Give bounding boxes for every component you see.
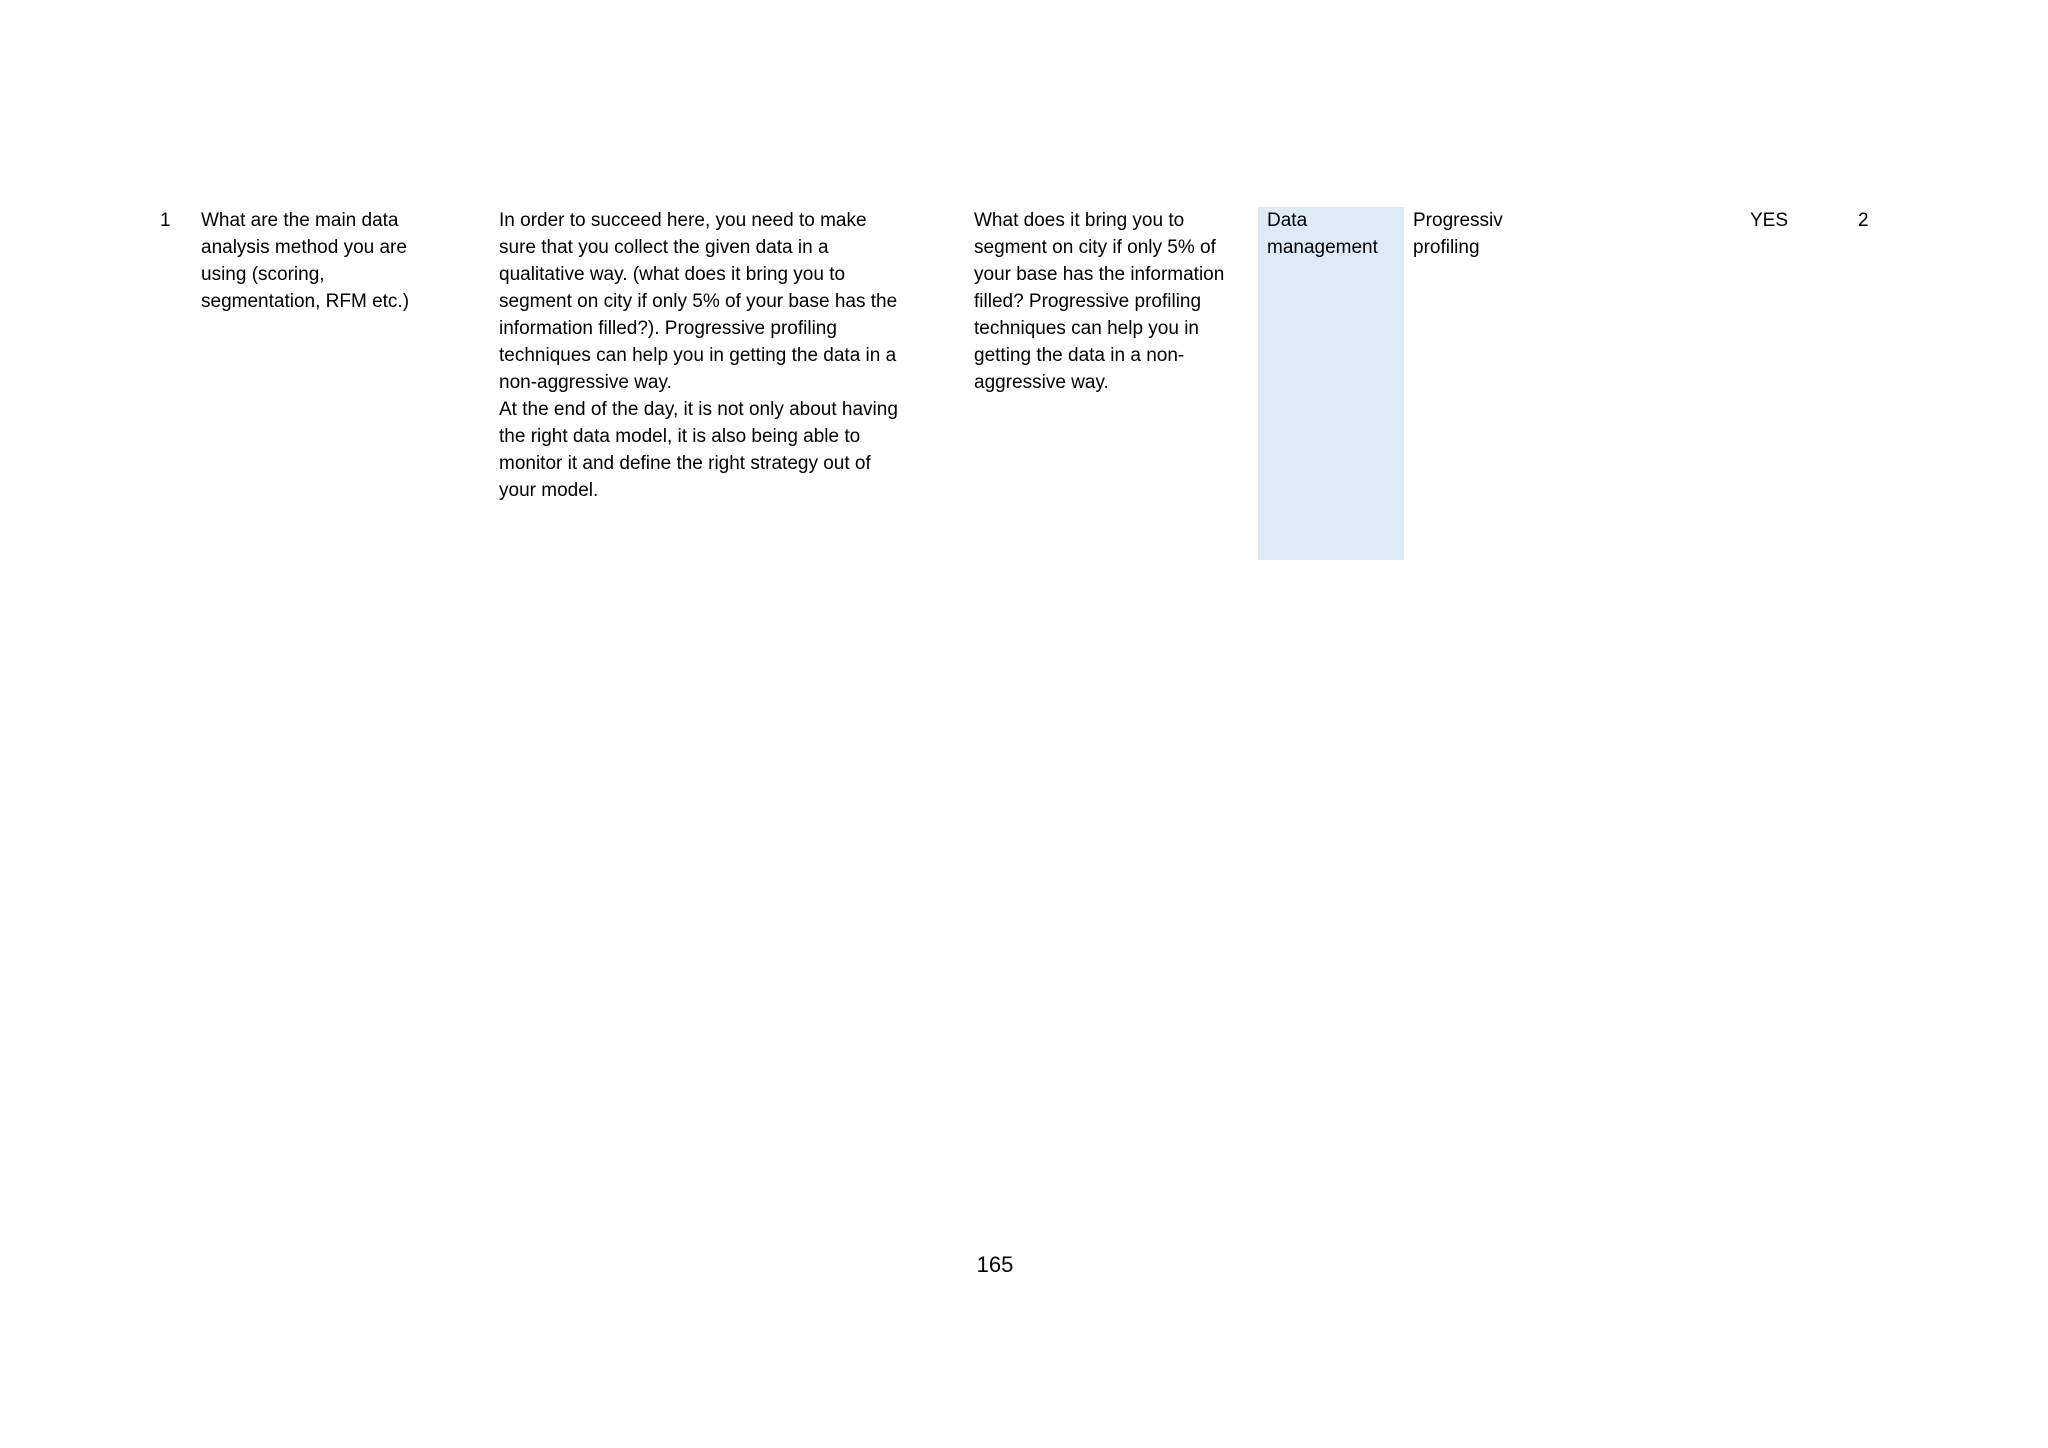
advice-cell: In order to succeed here, you need to make sure that you collect the given data in a qualitative way. (what does it bring you to segment on city if only 5% of your base has the information filled?). Progressive profiling techniques can help you in getting the data in a non-aggressive way. At the end of the day, it is not only about having the right data model, it is also being able to monitor it and define the right strategy out of your model.: [499, 210, 898, 501]
technique-cell: Progressiv profiling: [1413, 210, 1503, 258]
row-number: 1: [160, 210, 171, 231]
score-cell: 2: [1858, 210, 1869, 231]
page-number: 165: [976, 1252, 1014, 1277]
summary-cell: What does it bring you to segment on city if only 5% of your base has the information filled? Progressive profiling techniques can help you in getting the data in a non- aggressive way.: [974, 210, 1225, 393]
category-cell: Data management: [1267, 210, 1378, 258]
question-cell: What are the main data analysis method you are using (scoring, segmentation, RFM etc.): [201, 210, 410, 312]
answer-cell: YES: [1750, 210, 1789, 231]
